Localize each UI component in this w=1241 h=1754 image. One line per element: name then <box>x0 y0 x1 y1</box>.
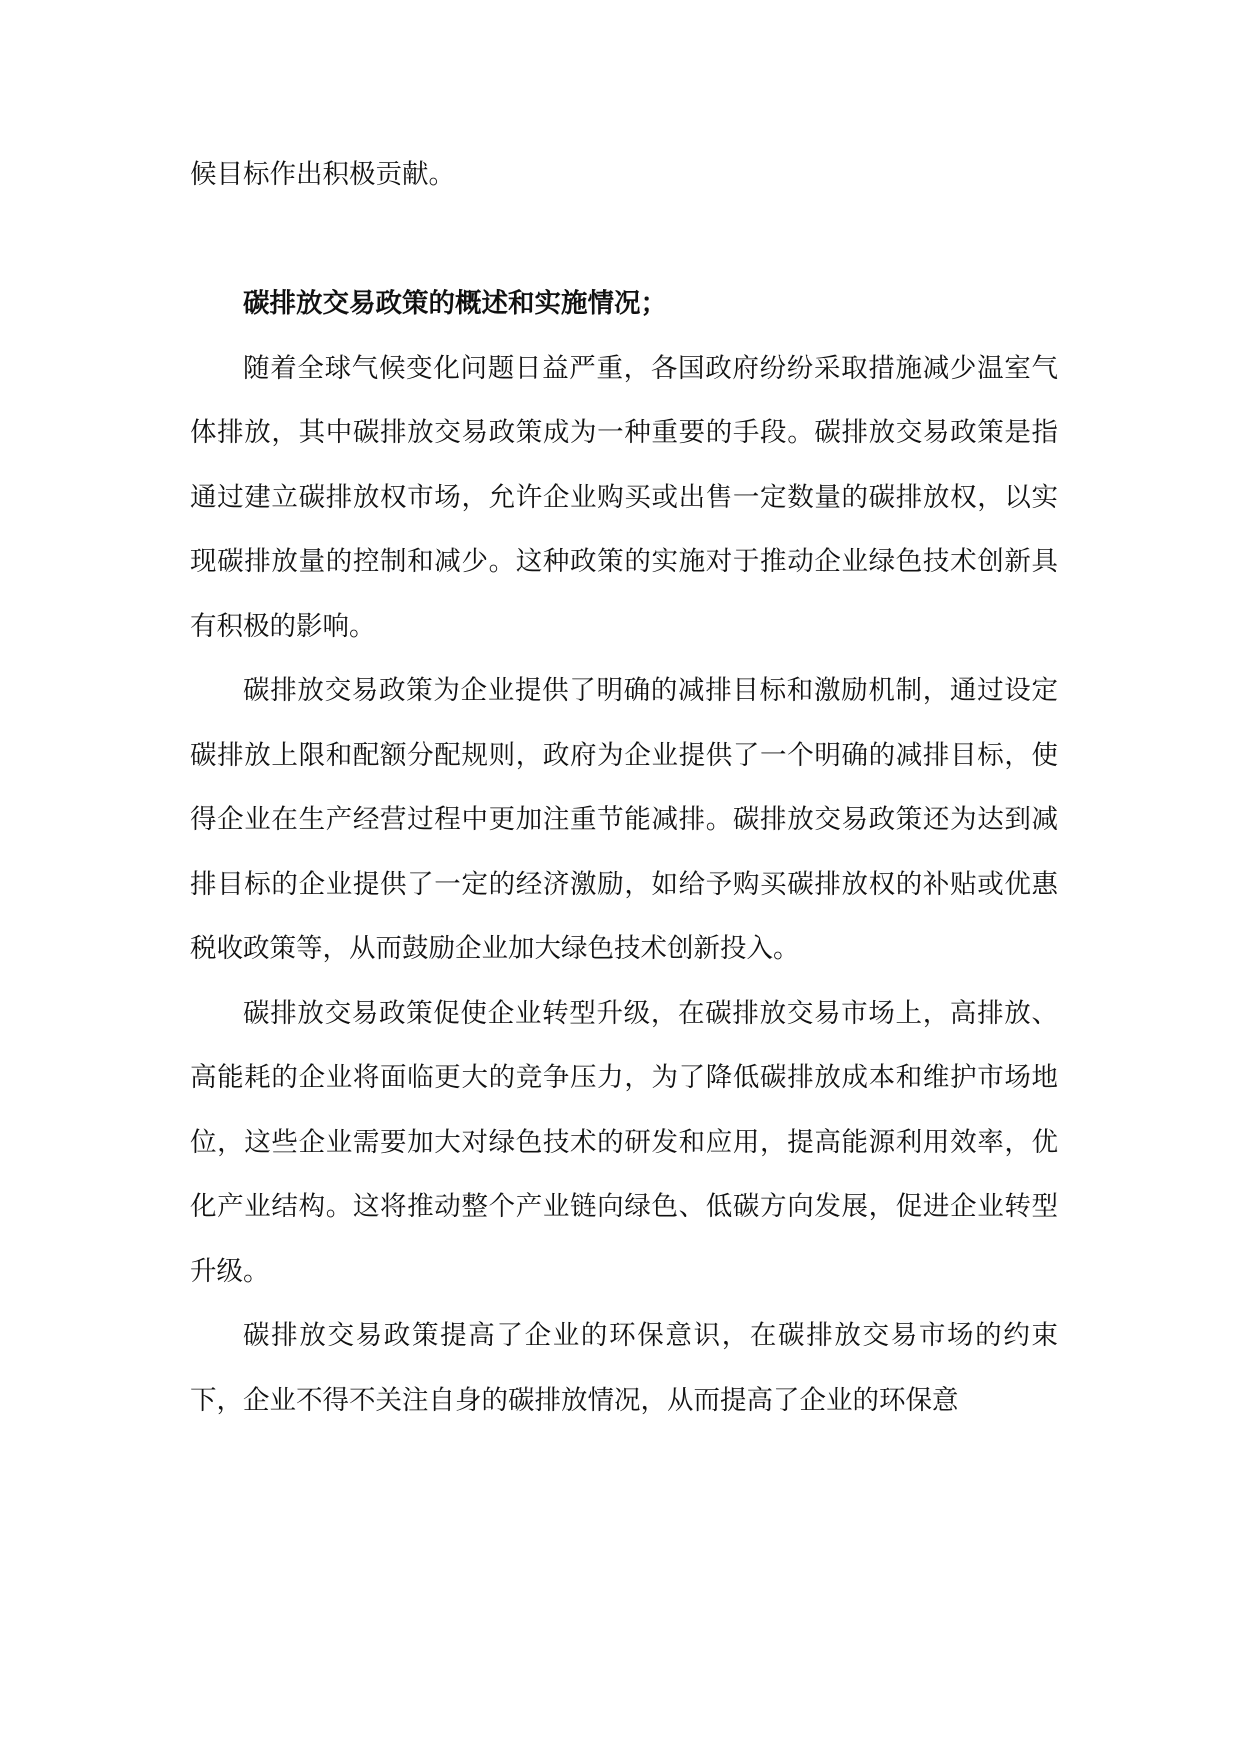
section-heading: 碳排放交易政策的概述和实施情况； <box>243 288 667 319</box>
paragraph-targets-incentives: 碳排放交易政策为企业提供了明确的减排目标和激励机制，通过设定碳排放上限和配额分配规则，政府为企业提供了一个明确的减排目标，使得企业在生产经营过程中更加注重节能减排。碳排放交易政策还为达到减排目标的企业提供了一定的经济激励，如给予购买碳排放权的补贴或优惠税收政策等，从而鼓励企业加大绿色技术创新投入。 <box>190 675 1058 964</box>
paragraph-overview: 随着全球气候变化问题日益严重，各国政府纷纷采取措施减少温室气体排放，其中碳排放交易政策成为一种重要的手段。碳排放交易政策是指通过建立碳排放权市场，允许企业购买或出售一定数量的碳排放权，以实现碳排放量的控制和减少。这种政策的实施对于推动企业绿色技术创新具有积极的影响。 <box>190 352 1058 642</box>
paragraph-environmental-awareness: 碳排放交易政策提高了企业的环保意识，在碳排放交易市场的约束下，企业不得不关注自身的碳排放情况，从而提高了企业的环保意 <box>190 1320 1058 1416</box>
continued-paragraph-line: 候目标作出积极贡献。 <box>190 159 455 190</box>
document-body <box>190 143 1058 1433</box>
paragraph-transformation-upgrade: 碳排放交易政策促使企业转型升级，在碳排放交易市场上，高排放、高能耗的企业将面临更大的竞争压力，为了降低碳排放成本和维护市场地位，这些企业需要加大对绿色技术的研发和应用，提高能源利用效率，优化产业结构。这将推动整个产业链向绿色、低碳方向发展，促进企业转型升级。 <box>190 997 1058 1287</box>
